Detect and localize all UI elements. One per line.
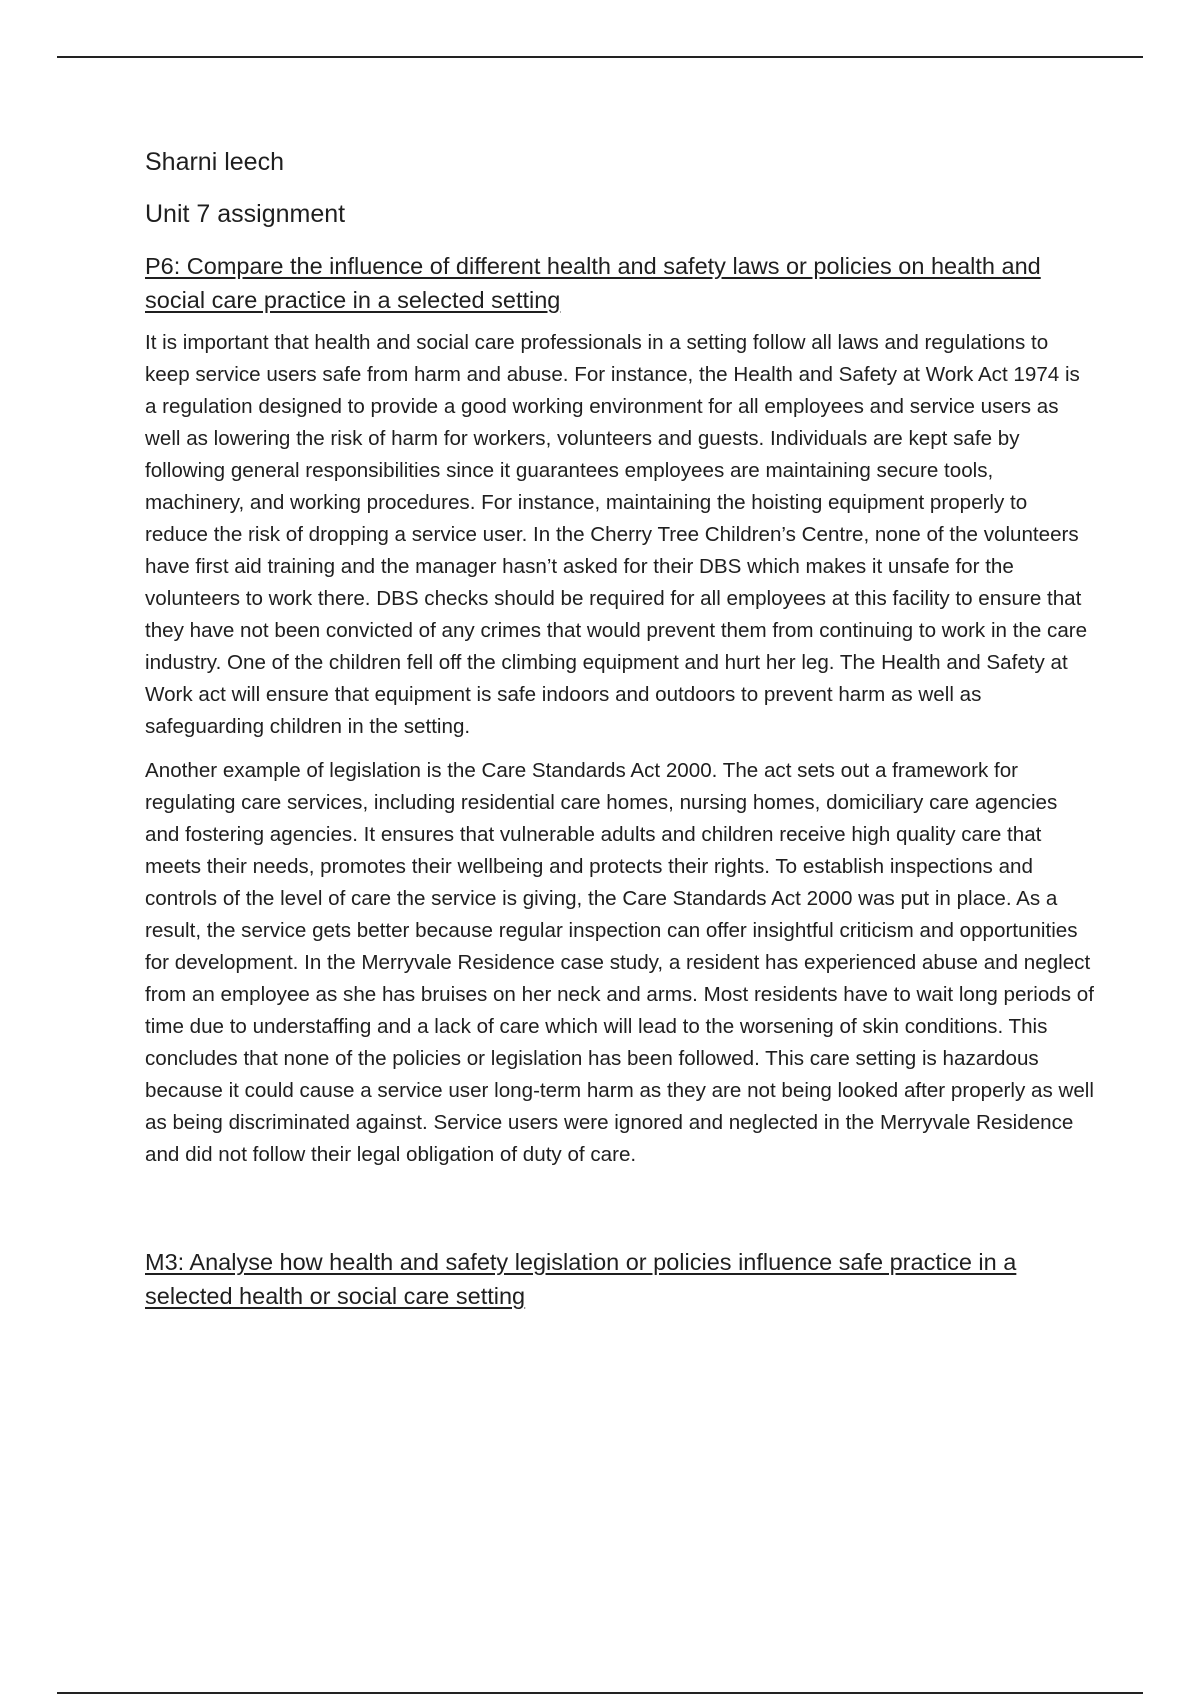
page-top-rule [57,56,1143,58]
author-name: Sharni leech [145,148,284,176]
document-body [145,145,1095,1323]
page-bottom-rule [57,1692,1143,1694]
section-spacer [145,1183,1095,1245]
paragraph: Another example of legislation is the Care Standards Act 2000. The act sets out a framework for regulating care services, including residential care homes, nursing homes, domiciliary care agencies and fostering agencies. It ensures that vulnerable adults and children receive high quality care that meets their needs, promotes their wellbeing and protects their rights. To establish inspections and controls of the level of care the service is giving, the Care Standards Act 2000 was put in place. As a result, the service gets better because regular inspection can offer insightful criticism and opportunities for development. In the Merryvale Residence case study, a resident has experienced abuse and neglect from an employee as she has bruises on her neck and arms. Most residents have to wait long periods of time due to understaffing and a lack of care which will lead to the worsening of skin conditions. This concludes that none of the policies or legislation has been followed. This care setting is hazardous because it could cause a service user long-term harm as they are not being looked after properly as well as being discriminated against. Service users were ignored and neglected in the Merryvale Residence and did not follow their legal obligation of duty of care. [145,759,1094,1166]
section-heading-m3: M3: Analyse how health and safety legislation or policies influence safe practice in a selected health or social care setting [145,1249,1017,1309]
assignment-title: Unit 7 assignment [145,200,346,228]
section-heading-p6: P6: Compare the influence of different health and safety laws or policies on health and social care practice in a selected setting [145,253,1041,313]
paragraph: It is important that health and social care professionals in a setting follow all laws and regulations to keep service users safe from harm and abuse. For instance, the Health and Safety at Work Act 1974 is a regulation designed to provide a good working environment for all employees and service users as well as lowering the risk of harm for workers, volunteers and guests. Individuals are kept safe by following general responsibilities since it guarantees employees are maintaining secure tools, machinery, and working procedures. For instance, maintaining the hoisting equipment properly to reduce the risk of dropping a service user. In the Cherry Tree Children’s Centre, none of the volunteers have first aid training and the manager hasn’t asked for their DBS which makes it unsafe for the volunteers to work there. DBS checks should be required for all employees at this facility to ensure that they have not been convicted of any crimes that would prevent them from continuing to work in the care industry. One of the children fell off the climbing equipment and hurt her leg. The Health and Safety at Work act will ensure that equipment is safe indoors and outdoors to prevent harm as well as safeguarding children in the setting. [145,331,1088,738]
